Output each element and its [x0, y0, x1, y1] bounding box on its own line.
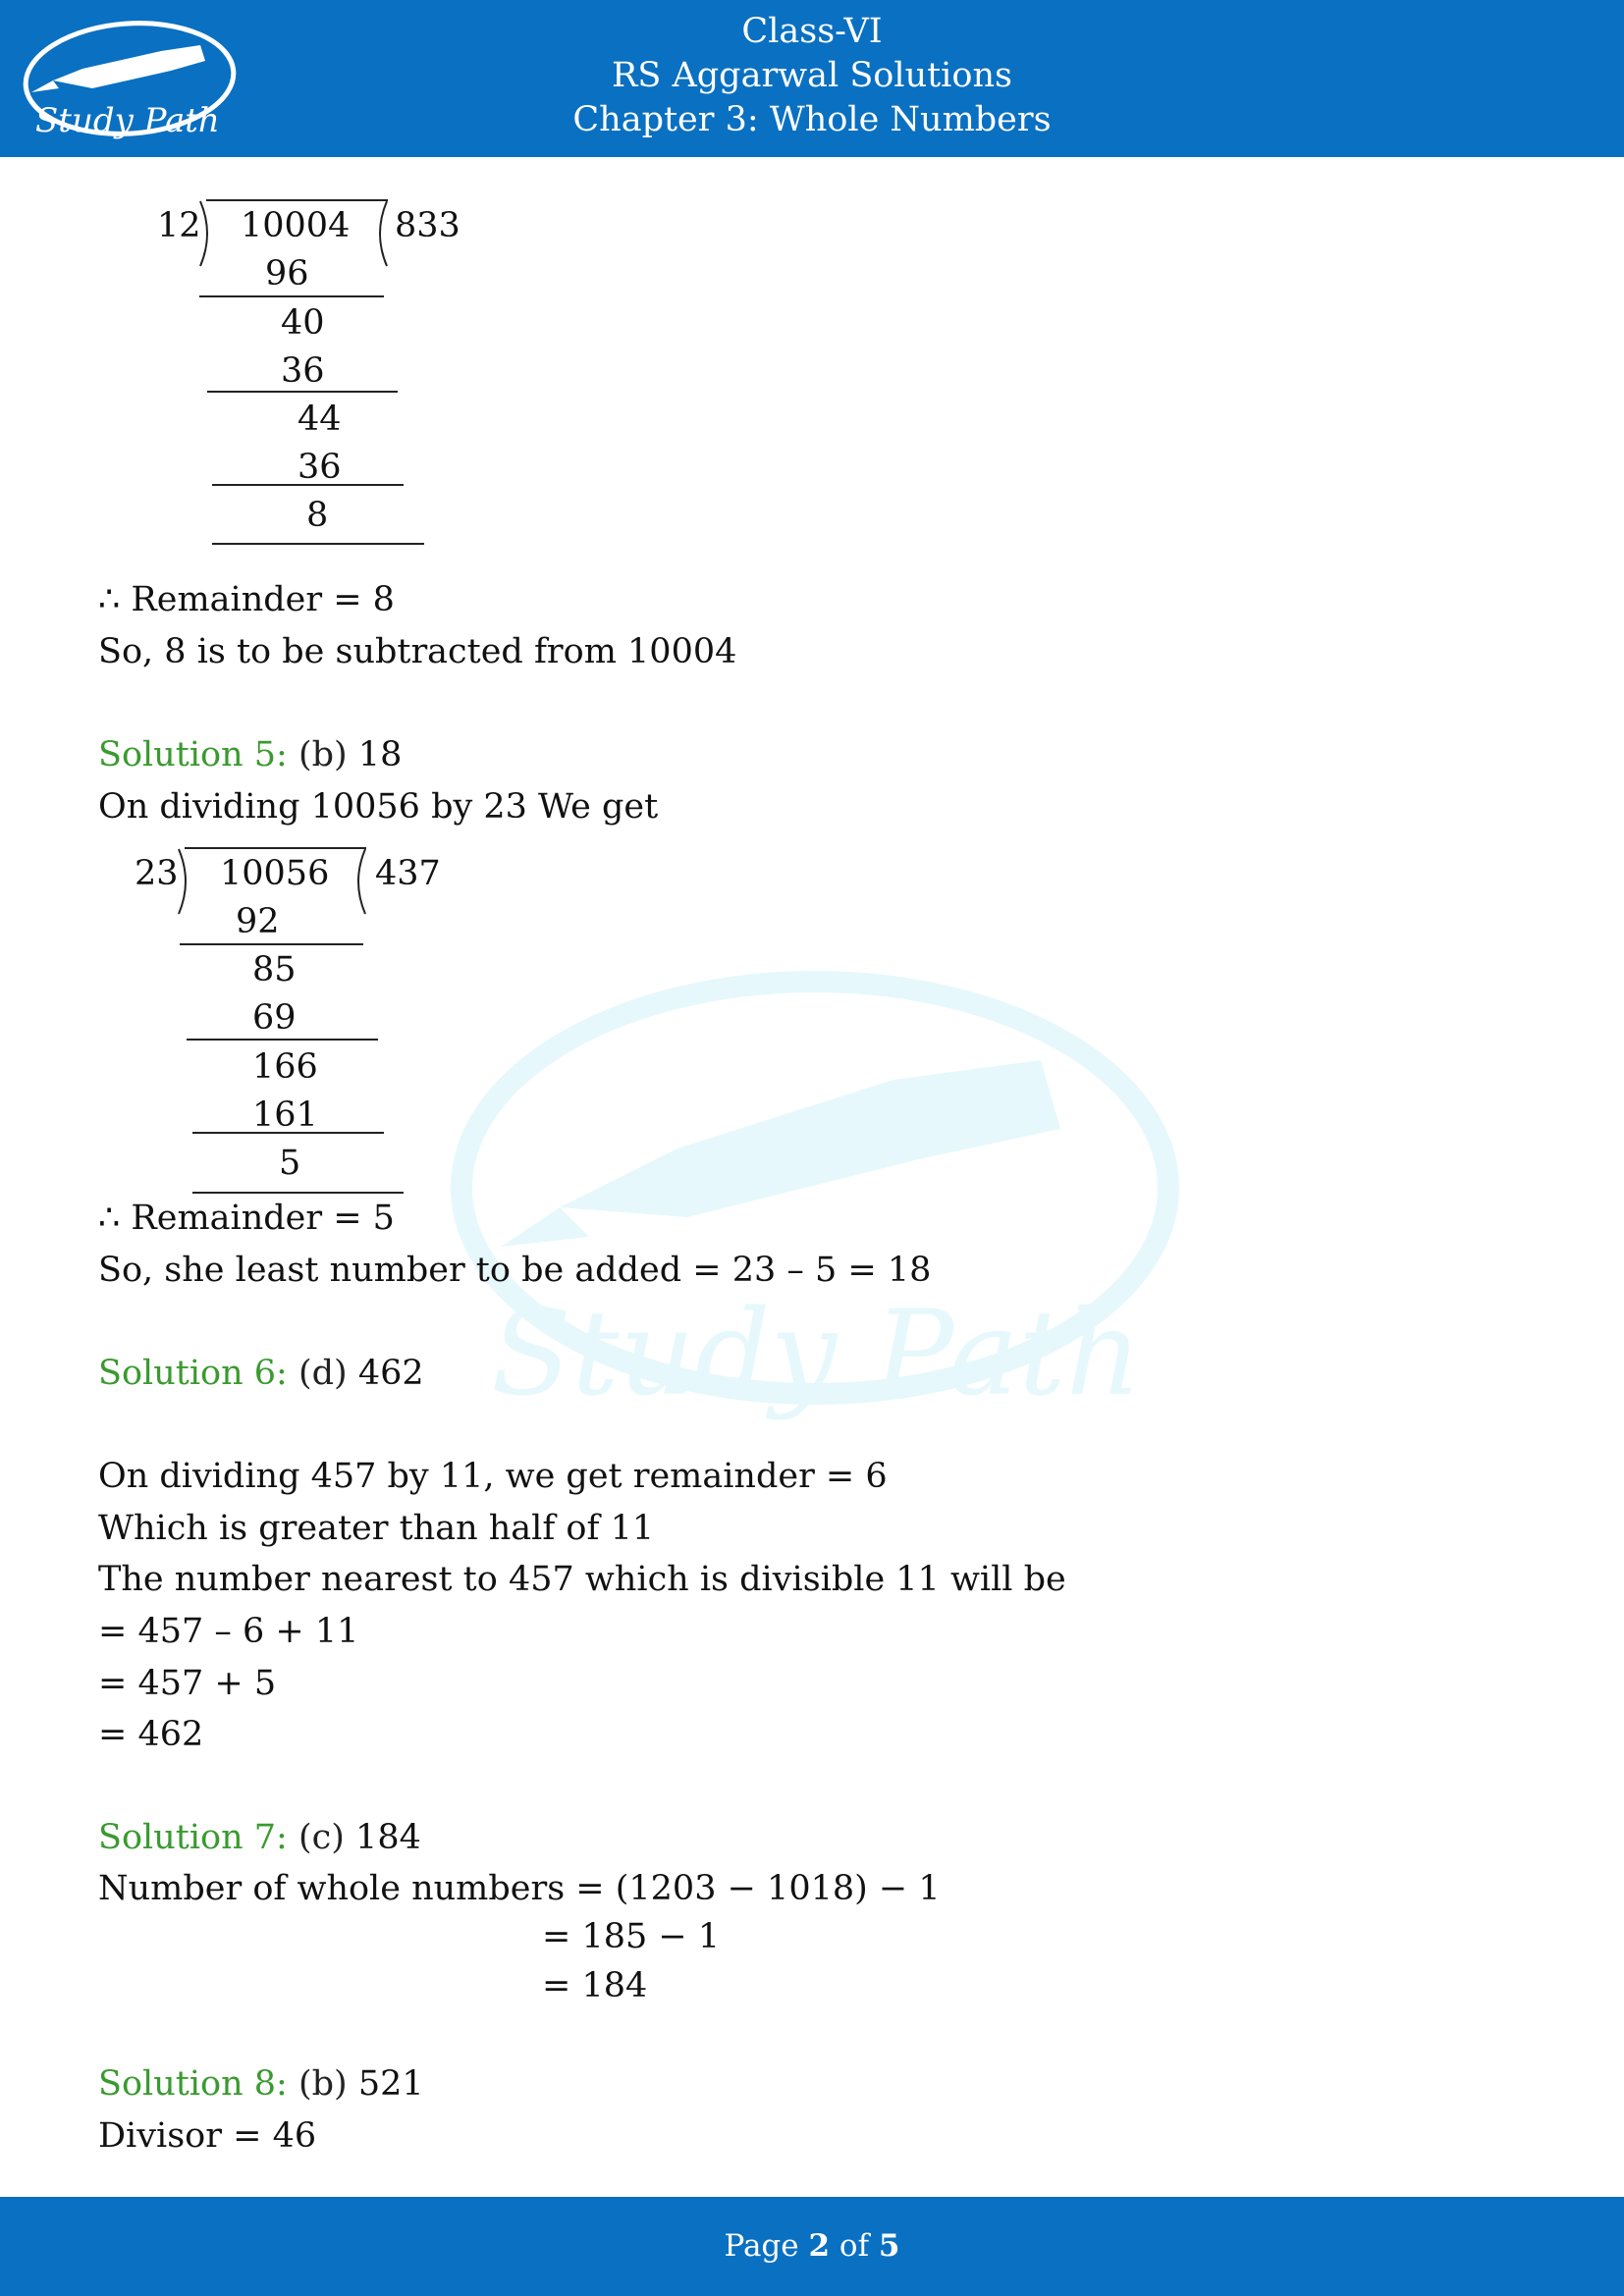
solution-6-line: On dividing 457 by 11, we get remainder = 6 — [98, 1457, 888, 1496]
of-word: of — [839, 2228, 870, 2264]
division-step: 69 — [252, 998, 297, 1038]
solution-7-line: Number of whole numbers = (1203 − 1018) − 1 — [98, 1869, 941, 1908]
divisor: 12 — [157, 206, 201, 245]
division-bar — [185, 847, 366, 849]
subtraction-rule — [187, 1039, 378, 1041]
study-path-watermark — [432, 962, 1198, 1472]
solution-8-heading — [98, 2061, 424, 2107]
solution-label: Solution 6: — [98, 1354, 288, 1393]
division-step: 8 — [306, 496, 329, 535]
solution-6-line: Which is greater than half of 11 — [98, 1509, 655, 1548]
solution-7-heading — [98, 1815, 421, 1860]
division-step: 166 — [252, 1047, 318, 1087]
solution-label: Solution 5: — [98, 735, 288, 774]
svg-text:Study Path: Study Path — [491, 1286, 1142, 1422]
division-bar — [206, 199, 388, 201]
book-label: RS Aggarwal Solutions — [612, 56, 1012, 95]
solution-6-line: = 457 + 5 — [98, 1664, 277, 1703]
chapter-label: Chapter 3: Whole Numbers — [572, 100, 1052, 139]
page-footer — [0, 2197, 1624, 2296]
right-division-bracket — [371, 199, 391, 268]
solution-option: (d) — [298, 1354, 348, 1393]
division-step: 36 — [281, 351, 325, 391]
quotient: 437 — [375, 854, 441, 893]
subtraction-rule — [192, 1192, 404, 1194]
class-label: Class-VI — [741, 12, 883, 51]
solution-label: Solution 8: — [98, 2064, 288, 2104]
solution-6-line: = 457 – 6 + 11 — [98, 1612, 359, 1651]
subtraction-rule — [207, 391, 398, 393]
division-step: 44 — [298, 400, 342, 439]
solution-answer: 521 — [357, 2064, 424, 2104]
subtraction-rule — [192, 1132, 384, 1134]
solution-6-line: The number nearest to 457 which is divisible 11 will be — [98, 1560, 1066, 1599]
division-step: 96 — [265, 254, 309, 294]
quotient: 833 — [395, 206, 460, 245]
solution-label: Solution 7: — [98, 1818, 288, 1857]
solution-answer: 18 — [357, 735, 403, 774]
solution-5-heading — [98, 732, 402, 777]
solution-option: (b) — [298, 735, 348, 774]
division-step: 92 — [236, 902, 280, 941]
page-current: 2 — [808, 2228, 831, 2264]
subtraction-rule — [199, 295, 384, 297]
svg-text:Study Path: Study Path — [35, 101, 220, 140]
division-step: 161 — [252, 1095, 318, 1135]
solution-6-heading — [98, 1351, 424, 1396]
solution-option: (c) — [298, 1818, 345, 1857]
solution-7-line: = 184 — [542, 1966, 648, 2005]
solution-6-line: = 462 — [98, 1715, 204, 1754]
dividend: 10056 — [220, 854, 330, 893]
conclusion-line: So, she least number to be added = 23 – 5 = 18 — [98, 1251, 932, 1290]
divisor: 23 — [135, 854, 179, 893]
subtraction-rule — [212, 543, 424, 545]
subtraction-rule — [212, 484, 404, 486]
division-step: 85 — [252, 950, 297, 989]
solution-7-line: = 185 − 1 — [542, 1917, 721, 1956]
left-division-bracket — [196, 199, 216, 268]
conclusion-line: So, 8 is to be subtracted from 10004 — [98, 632, 737, 671]
division-step: 40 — [281, 303, 325, 343]
page-word: Page — [724, 2228, 799, 2264]
left-division-bracket — [175, 847, 194, 916]
solution-5-intro: On dividing 10056 by 23 We get — [98, 787, 659, 827]
solution-answer: 184 — [355, 1818, 421, 1857]
page-total: 5 — [878, 2228, 900, 2264]
remainder-line: ∴ Remainder = 5 — [98, 1199, 395, 1238]
solution-answer: 462 — [357, 1354, 424, 1393]
page-header — [0, 0, 1624, 157]
division-step: 36 — [298, 448, 342, 487]
solution-8-line: Divisor = 46 — [98, 2116, 317, 2156]
subtraction-rule — [180, 943, 363, 945]
division-step: 5 — [279, 1144, 301, 1183]
remainder-line: ∴ Remainder = 8 — [98, 580, 395, 619]
right-division-bracket — [350, 847, 369, 916]
solution-option: (b) — [298, 2064, 348, 2104]
dividend: 10004 — [241, 206, 351, 245]
